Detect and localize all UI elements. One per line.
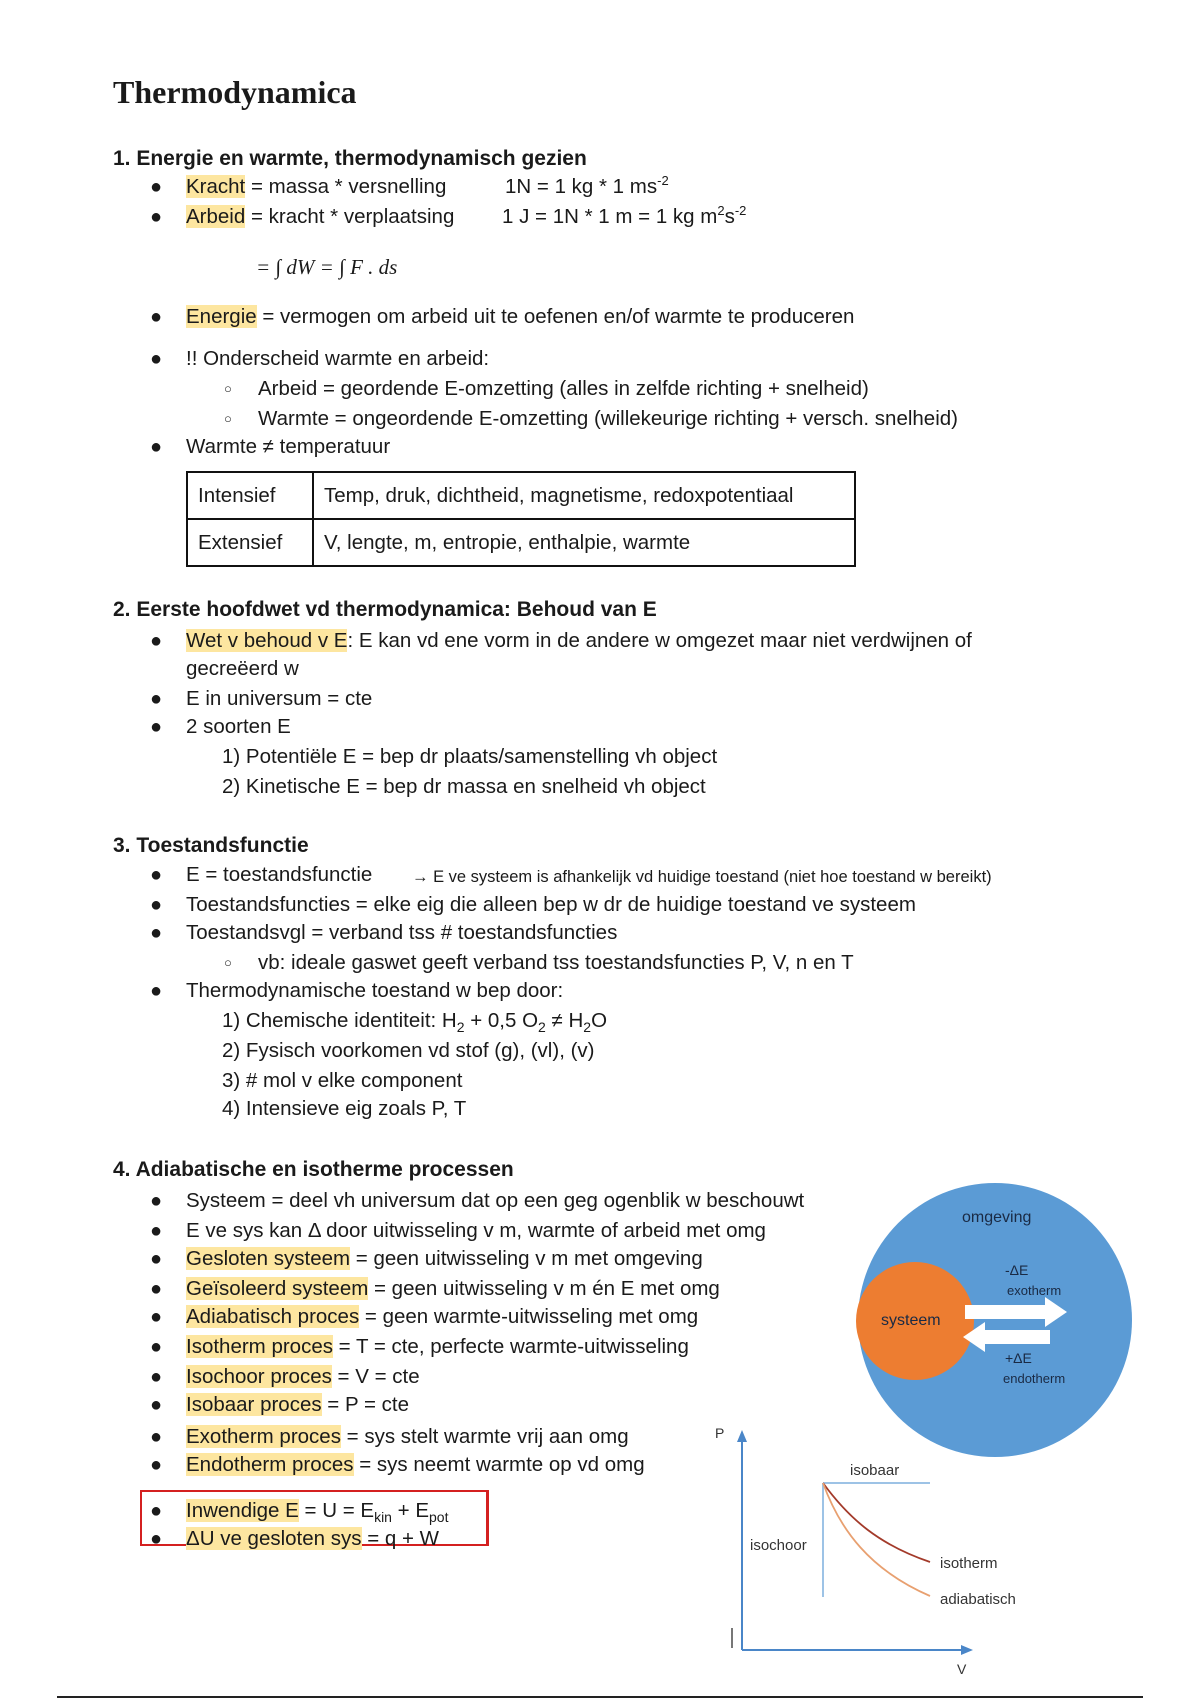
list-item: [186, 1304, 698, 1330]
kracht-line: [186, 174, 446, 200]
process-term: Exotherm proces: [186, 1425, 341, 1448]
e-tf-line: E = toestandsfunctie: [186, 863, 373, 886]
wet-def: : E kan vd ene vorm in de andere w omgezet maar niet verdwijnen of: [347, 629, 972, 652]
kracht-unit: [505, 174, 669, 200]
chem-text: ≠ H: [545, 1009, 584, 1032]
bullet: ●: [150, 1528, 163, 1550]
v-axis-arrow: [961, 1645, 973, 1655]
kracht-unit-text: 1N = 1 kg * 1 ms: [505, 175, 658, 198]
section-4-heading: 4. Adiabatische en isotherme processen: [113, 1158, 514, 1181]
table-row: [187, 472, 855, 519]
mol-line: 3) # mol v elke component: [222, 1069, 463, 1092]
process-term: Isobaar proces: [186, 1393, 322, 1416]
chem-identiteit-line: [222, 1008, 607, 1034]
bullet: ●: [150, 348, 163, 370]
minus-delta-e-label: -ΔE: [1005, 1262, 1029, 1278]
arbeid-unit: [502, 204, 746, 230]
chem-text: + 0,5 O: [464, 1009, 539, 1032]
endotherm-label: endotherm: [1003, 1371, 1066, 1386]
list-item: [186, 1276, 720, 1302]
thermo-line: Thermodynamische toestand w bep door:: [186, 979, 564, 1002]
table-cell-label: Intensief: [187, 472, 313, 519]
bullet: ●: [150, 688, 163, 710]
vb-line: vb: ideale gaswet geeft verband tss toestandsfuncties P, V, n en T: [258, 951, 854, 974]
chem-text: O: [591, 1009, 608, 1032]
process-def: = geen uitwisseling v m én E met omg: [368, 1277, 720, 1300]
wet-line: [186, 628, 972, 654]
bullet: ●: [150, 1394, 163, 1416]
list-item: [186, 1364, 420, 1390]
energie-def: = vermogen om arbeid uit te oefenen en/of warmte te produceren: [256, 305, 855, 328]
onderscheid-line: !! Onderscheid warmte en arbeid:: [186, 347, 490, 370]
plus-delta-e-label: +ΔE: [1005, 1350, 1032, 1366]
bullet: ●: [150, 894, 163, 916]
section-1-heading: 1. Energie en warmte, thermodynamisch gezien: [113, 147, 587, 170]
arbeid-term: Arbeid: [186, 205, 246, 228]
sub-bullet: ○: [224, 411, 232, 426]
process-term: Geïsoleerd systeem: [186, 1277, 369, 1300]
delta-u-def: = q + W: [361, 1527, 439, 1550]
bullet: ●: [150, 1366, 163, 1388]
process-term: Isotherm proces: [186, 1335, 333, 1358]
isochoor-label: isochoor: [750, 1537, 807, 1554]
process-term: Endotherm proces: [186, 1453, 354, 1476]
list-item: [186, 1392, 409, 1418]
chem-text: 1) Chemische identiteit: H: [222, 1009, 457, 1032]
table-cell-label: Extensief: [187, 519, 313, 566]
arbeid-sub-line: Arbeid = geordende E-omzetting (alles in zelfde richting + snelheid): [258, 377, 869, 400]
inwendige-line: [186, 1498, 448, 1524]
integral-formula: = ∫ dW = ∫ F . ds: [256, 255, 398, 279]
arbeid-unit-text: 1 J = 1N * 1 m = 1 kg m: [502, 205, 718, 228]
adiabatisch-label: adiabatisch: [940, 1591, 1016, 1608]
bullet: ●: [150, 716, 163, 738]
bullet: ●: [150, 1278, 163, 1300]
bullet: ●: [150, 206, 163, 228]
system-diagram: [855, 1180, 1135, 1460]
page-title: Thermodynamica: [113, 74, 357, 110]
bullet: ●: [150, 1500, 163, 1522]
delta-u-line: [186, 1526, 439, 1552]
process-term: Gesloten systeem: [186, 1247, 351, 1270]
inwendige-plus: + E: [391, 1499, 430, 1522]
systeem-label: systeem: [881, 1312, 941, 1329]
table-cell-value: V, lengte, m, entropie, enthalpie, warmte: [313, 519, 855, 566]
omgeving-label: omgeving: [962, 1209, 1032, 1226]
bullet: ●: [150, 436, 163, 458]
wet-cont-line: gecreëerd w: [186, 657, 299, 680]
list-item: [186, 1452, 645, 1478]
delta-u-term: ΔU ve gesloten sys: [186, 1527, 362, 1550]
kinetische-line: 2) Kinetische E = bep dr massa en snelheid vh object: [222, 775, 706, 798]
intensieve-line: 4) Intensieve eig zoals P, T: [222, 1097, 467, 1120]
list-item: [186, 1424, 629, 1450]
process-def: = T = cte, perfecte warmte-uitwisseling: [332, 1335, 689, 1358]
subscript: pot: [429, 1509, 449, 1526]
bullet: ●: [150, 1336, 163, 1358]
kracht-def: = massa * versnelling: [245, 175, 447, 198]
process-def: = geen uitwisseling v m met omgeving: [350, 1247, 703, 1270]
bottom-divider: [57, 1696, 1143, 1698]
section-3-heading: 3. Toestandsfunctie: [113, 834, 309, 857]
bullet: ●: [150, 922, 163, 944]
property-table: [186, 471, 856, 567]
list-item: [186, 1334, 689, 1360]
wet-term: Wet v behoud v E: [186, 629, 348, 652]
warmte-temp-line: Warmte ≠ temperatuur: [186, 435, 391, 458]
arbeid-unit-s: s: [724, 205, 735, 228]
p-axis-label: P: [715, 1425, 725, 1441]
process-term: Isochoor proces: [186, 1365, 332, 1388]
bullet: ●: [150, 630, 163, 652]
isotherm-label: isotherm: [940, 1555, 998, 1572]
sub-bullet: ○: [224, 955, 232, 970]
adiabatisch-curve: [823, 1483, 930, 1596]
process-def: = geen warmte-uitwisseling met omg: [359, 1305, 699, 1328]
warmte-sub-line: Warmte = ongeordende E-omzetting (willekeurige richting + versch. snelheid): [258, 407, 958, 430]
table-cell-value: Temp, druk, dichtheid, magnetisme, redoxpotentiaal: [313, 472, 855, 519]
process-def: = sys stelt warmte vrij aan omg: [340, 1425, 629, 1448]
section-2-heading: 2. Eerste hoofdwet vd thermodynamica: Behoud van E: [113, 598, 657, 621]
process-def: = V = cte: [331, 1365, 420, 1388]
bullet: ●: [150, 1454, 163, 1476]
energie-line: [186, 304, 854, 330]
e-tf-note: → E ve systeem is afhankelijk vd huidige toestand (niet hoe toestand w bereikt): [412, 868, 992, 886]
process-def: = sys neemt warmte op vd omg: [353, 1453, 645, 1476]
esys-line: E ve sys kan Δ door uitwisseling v m, warmte of arbeid met omg: [186, 1219, 766, 1242]
v-axis-label: V: [957, 1661, 967, 1677]
kracht-term: Kracht: [186, 175, 246, 198]
bullet: ●: [150, 1220, 163, 1242]
process-term: Adiabatisch proces: [186, 1305, 360, 1328]
inwendige-def: = U = E: [298, 1499, 375, 1522]
bullet: ●: [150, 980, 163, 1002]
isotherm-curve: [823, 1483, 930, 1562]
pv-diagram: [710, 1420, 1016, 1690]
subscript: 2: [456, 1019, 465, 1036]
bullet: ●: [150, 1248, 163, 1270]
tsvgl-line: Toestandsvgl = verband tss # toestandsfuncties: [186, 921, 618, 944]
bullet: ●: [150, 306, 163, 328]
potentiele-line: 1) Potentiële E = bep dr plaats/samenstelling vh object: [222, 745, 718, 768]
bullet: ●: [150, 864, 163, 886]
energie-term: Energie: [186, 305, 257, 328]
bullet: ●: [150, 1426, 163, 1448]
p-axis-arrow: [737, 1430, 747, 1442]
subscript: 2: [583, 1019, 592, 1036]
sub-bullet: ○: [224, 381, 232, 396]
tf-def-line: Toestandsfuncties = elke eig die alleen bep w dr de huidige toestand ve systeem: [186, 893, 916, 916]
subscript: kin: [374, 1509, 392, 1526]
systeem-line: Systeem = deel vh universum dat op een geg ogenblik w beschouwt: [186, 1189, 805, 1212]
table-row: [187, 519, 855, 566]
kracht-exp: -2: [657, 173, 669, 189]
inwendige-term: Inwendige E: [186, 1499, 299, 1522]
arbeid-def: = kracht * verplaatsing: [245, 205, 455, 228]
bullet: ●: [150, 176, 163, 198]
universum-line: E in universum = cte: [186, 687, 373, 710]
exotherm-label: exotherm: [1007, 1283, 1062, 1298]
arbeid-line: [186, 204, 454, 230]
list-item: [186, 1246, 703, 1272]
bullet: ●: [150, 1190, 163, 1212]
soorten-line: 2 soorten E: [186, 715, 291, 738]
process-def: = P = cte: [321, 1393, 409, 1416]
arbeid-exp-2: -2: [734, 203, 747, 219]
isobaar-label: isobaar: [850, 1462, 900, 1479]
subscript: 2: [538, 1019, 546, 1036]
bullet: ●: [150, 1306, 163, 1328]
arbeid-exp-1: 2: [717, 203, 725, 219]
fysisch-line: 2) Fysisch voorkomen vd stof (g), (vl), (v): [222, 1039, 595, 1062]
